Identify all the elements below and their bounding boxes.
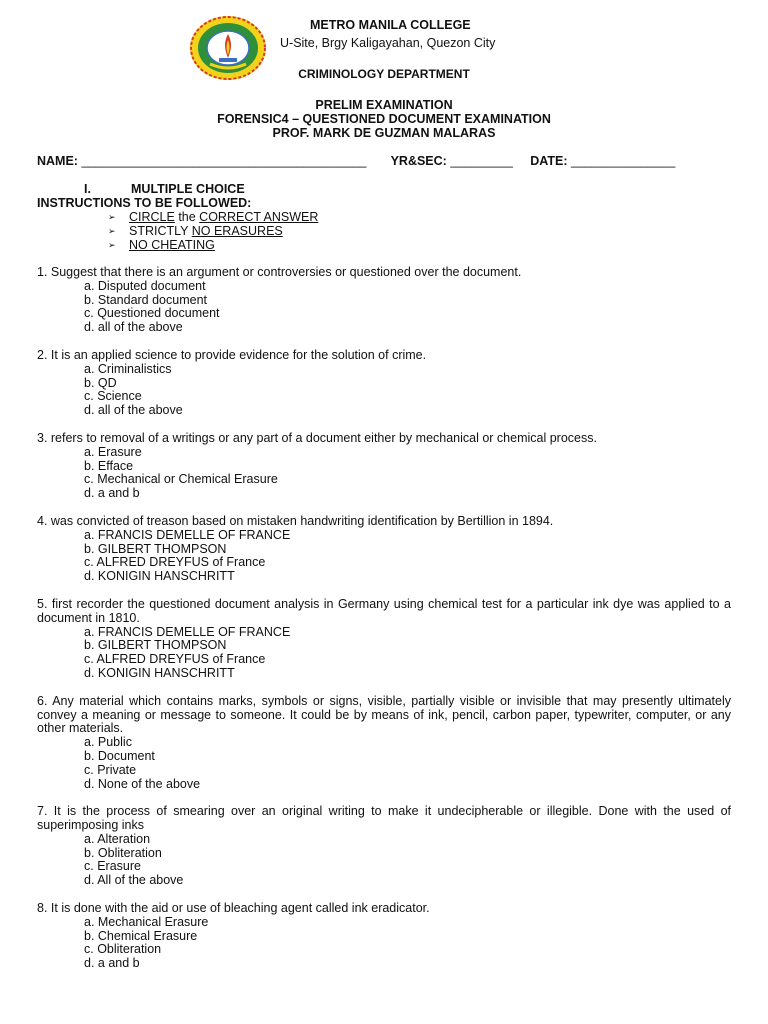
- answer-choice[interactable]: c. Questioned document: [84, 306, 220, 321]
- school-address: U-Site, Brgy Kaligayahan, Quezon City: [280, 36, 496, 50]
- question-list: [37, 266, 731, 985]
- exam-title: PRELIM EXAMINATION: [315, 98, 453, 112]
- answer-choice[interactable]: b. Chemical Erasure: [84, 928, 198, 943]
- answer-choice[interactable]: d. None of the above: [84, 776, 201, 791]
- answer-choice[interactable]: b. Obliteration: [84, 845, 162, 860]
- question-item: [37, 695, 731, 792]
- section-title: MULTIPLE CHOICE: [131, 182, 245, 196]
- question-stem: 7. It is the process of smearing over an original writing to make it undecipherable or illegible. Done with the used of superimposing inks: [37, 804, 731, 833]
- question-item: [37, 432, 731, 501]
- instruction-item: ➢ CIRCLE the CORRECT ANSWER: [108, 210, 319, 224]
- answer-choice[interactable]: d. KONIGIN HANSCHRITT: [84, 665, 235, 680]
- instruction-item: ➢ NO CHEATING: [108, 238, 215, 252]
- professor-name: PROF. MARK DE GUZMAN MALARAS: [272, 126, 496, 140]
- answer-choice[interactable]: c. Erasure: [84, 859, 141, 874]
- answer-choice[interactable]: a. Disputed document: [84, 278, 206, 293]
- answer-choice[interactable]: c. ALFRED DREYFUS of France: [84, 555, 266, 570]
- question-item: [37, 515, 731, 584]
- instructions-label: INSTRUCTIONS TO BE FOLLOWED:: [37, 196, 252, 210]
- answer-choice[interactable]: c. Obliteration: [84, 942, 162, 957]
- answer-choice[interactable]: c. ALFRED DREYFUS of France: [84, 652, 266, 667]
- question-item: [37, 266, 731, 335]
- question-item: [37, 349, 731, 418]
- answer-choice[interactable]: c. Science: [84, 389, 142, 404]
- answer-choice[interactable]: c. Private: [84, 762, 137, 777]
- department-name: CRIMINOLOGY DEPARTMENT: [298, 67, 470, 81]
- question-stem: 6. Any material which contains marks, symbols or signs, visible, partially visible or invisible that may presently ultimately convey a meaning or message to someone. It could be by means of ink, pencil, carbon paper, typewriter, computer, or any other materials.: [37, 693, 731, 736]
- question-stem: 5. first recorder the questioned document analysis in Germany using chemical test for a particular ink dye was applied to a document in 1810.: [37, 596, 731, 625]
- answer-choice[interactable]: c. Mechanical or Chemical Erasure: [84, 472, 278, 487]
- student-info-fields: [37, 154, 737, 168]
- yrsec-label: YR&SEC:: [390, 154, 447, 168]
- section-number: I.: [84, 182, 91, 196]
- yrsec-field[interactable]: _________: [450, 154, 513, 168]
- instruction-item: ➢ STRICTLY NO ERASURES: [108, 224, 283, 238]
- answer-choice[interactable]: a. Alteration: [84, 831, 151, 846]
- answer-choice[interactable]: b. QD: [84, 375, 117, 390]
- school-name: METRO MANILA COLLEGE: [310, 18, 471, 32]
- question-item: [37, 598, 731, 681]
- answer-choice[interactable]: a. Erasure: [84, 444, 142, 459]
- date-field[interactable]: _______________: [571, 154, 676, 168]
- answer-choice[interactable]: d. all of the above: [84, 403, 183, 418]
- answer-choice[interactable]: a. Criminalistics: [84, 361, 172, 376]
- answer-choice[interactable]: d. All of the above: [84, 873, 184, 888]
- answer-choice[interactable]: a. FRANCIS DEMELLE OF FRANCE: [84, 527, 291, 542]
- answer-choice[interactable]: b. Efface: [84, 458, 134, 473]
- answer-choice[interactable]: d. KONIGIN HANSCHRITT: [84, 569, 235, 584]
- answer-choice[interactable]: b. GILBERT THOMPSON: [84, 638, 227, 653]
- question-stem: 8. It is done with the aid or use of bleaching agent called ink eradicator.: [37, 901, 430, 916]
- arrow-bullet-icon: ➢: [108, 226, 116, 236]
- question-stem: 1. Suggest that there is an argument or controversies or questioned over the document.: [37, 265, 522, 279]
- school-info: [280, 16, 540, 52]
- answer-choice[interactable]: b. Standard document: [84, 292, 207, 307]
- question-stem: 2. It is an applied science to provide evidence for the solution of crime.: [37, 347, 427, 362]
- question-stem: 3. refers to removal of a writings or any part of a document either by mechanical or chemical process.: [37, 430, 597, 445]
- answer-choice[interactable]: d. all of the above: [84, 320, 183, 335]
- instruction-list: [108, 210, 318, 252]
- answer-choice[interactable]: d. a and b: [84, 486, 140, 501]
- answer-choice[interactable]: a. FRANCIS DEMELLE OF FRANCE: [84, 624, 291, 639]
- question-item: [37, 902, 731, 971]
- course-title: FORENSIC4 – QUESTIONED DOCUMENT EXAMINATION: [217, 112, 551, 126]
- answer-choice[interactable]: a. Public: [84, 735, 132, 750]
- date-label: DATE:: [530, 154, 568, 168]
- exam-heading: [0, 98, 768, 140]
- name-field[interactable]: _________________________________________: [81, 154, 367, 168]
- answer-choice[interactable]: b. Document: [84, 748, 155, 763]
- question-stem: 4. was convicted of treason based on mistaken handwriting identification by Bertillion in 1894.: [37, 513, 554, 528]
- arrow-bullet-icon: ➢: [108, 240, 116, 250]
- section-header: [37, 182, 251, 210]
- name-label: NAME:: [37, 154, 78, 168]
- arrow-bullet-icon: ➢: [108, 212, 116, 222]
- answer-choice[interactable]: a. Mechanical Erasure: [84, 914, 209, 929]
- answer-choice[interactable]: d. a and b: [84, 956, 140, 971]
- question-item: [37, 805, 731, 888]
- answer-choice[interactable]: b. GILBERT THOMPSON: [84, 541, 227, 556]
